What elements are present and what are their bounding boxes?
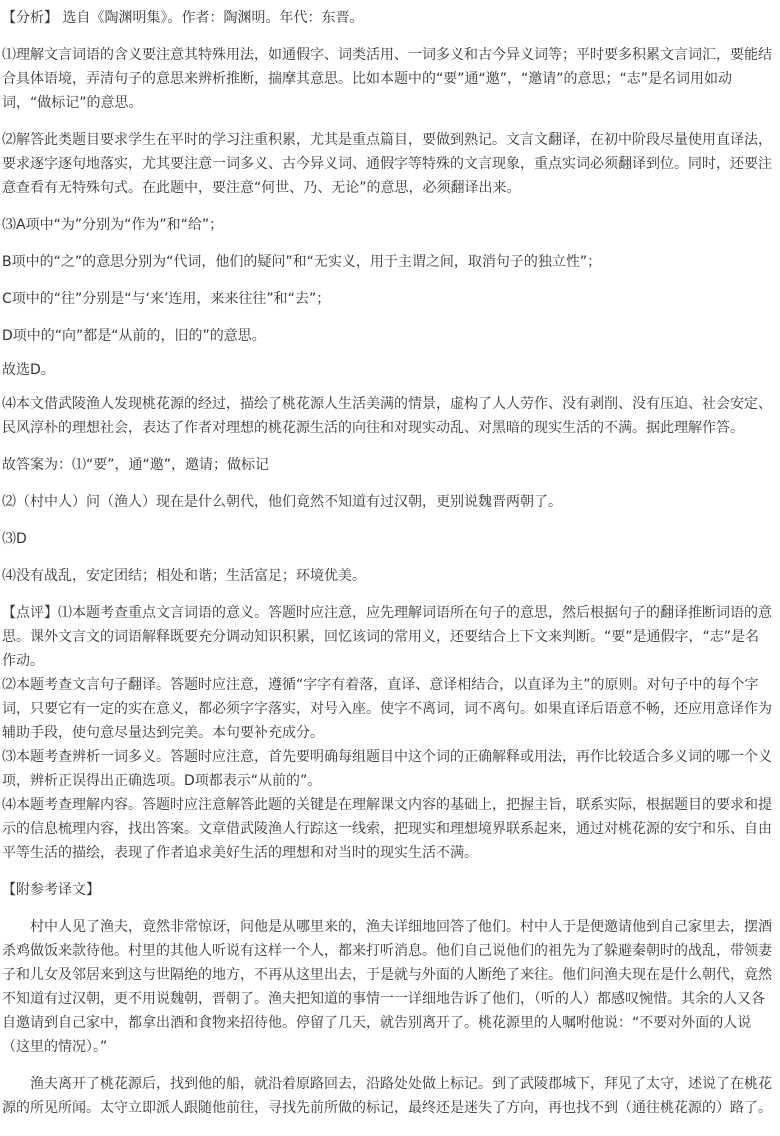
comment-2: ⑵本题考查文言句子翻译。答题时应注意，遵循“字字有着落，直译、意译相结合，以直译为主”的原则。对句子中的每个字词，只要它有一定的实在意义，都必须字字落实，对号入座。使字不离词，词不离句。如果直译后语意不畅，还应用意译作为辅助手段，使句意尽量达到完美。本句要补充成分。 (2, 677, 772, 741)
analysis-item-1: ⑴理解文言词语的含义要注意其特殊用法，如通假字、词类活用、一词多义和古今异义词等；平时要多积累文言词汇，要能结合具体语境，弄清句子的意思来辨析推断，揣摩其意思。比如本题中的“要”通“邀”，“邀请”的意思；“志”是名词用如动词，“做标记”的意思。 (2, 47, 772, 111)
comment-1: 【点评】⑴本题考查重点文言词语的意义。答题时应注意，应先理解词语所在句子的意思，然后根据句子的翻译推断词语的意思。课外文言文的词语解释既要充分调动知识积累，回忆该词的常用义，还要结合上下文来判断。“要”是通假字，“志”是名作动。 (2, 605, 772, 669)
analysis-item-3c: C项中的“往”分别是“与‘来’连用，来来往往”和“去”； (2, 291, 331, 307)
analysis-item-3e: 故选D。 (2, 362, 55, 378)
translation-header: 【附参考译文】 (2, 882, 100, 898)
analysis-item-3b: B项中的“之”的意思分别为“代词，他们的疑问”和“无实义，用于主谓之间，取消句子的独立性”； (2, 254, 602, 270)
analysis-item-2: ⑵解答此类题目要求学生在平时的学习注重积累，尤其是重点篇目，要做到熟记。文言文翻译，在初中阶段尽量使用直译法，要求逐字逐句地落实，尤其要注意一词多义、古今异义词、通假字等特殊的文言现象，重点实词必须翻译到位。同时，还要注意查看有无特殊句式。在此题中，要注意“何世、乃、无论”的意思，必须翻译出来。 (2, 132, 772, 196)
translation-paragraph-2: 渔夫离开了桃花源后，找到他的船，就沿着原路回去，沿路处处做上标记。到了武陵郡城下，拜见了太守，述说了在桃花源的所见所闻。太守立即派人跟随他前往，寻找先前所做的标记，最终还是迷失了方向，再也找不到（通往桃花源的）路了。 (2, 1076, 772, 1116)
analysis-item-3d: D项中的“向”都是“从前的，旧的”的意思。 (2, 328, 266, 344)
analysis-header: 【分析】 选自《陶渊明集》。作者：陶渊明。年代：东晋。 (2, 10, 364, 26)
analysis-item-3a: ⑶A项中“为”分别为“作为”和“给”； (2, 217, 224, 233)
comment-3: ⑶本题考查辨析一词多义。答题时应注意，首先要明确每组题目中这个词的正确解释或用法，再作比较适合多义词的哪一个义项，辨析正误得出正确选项。D项都表示“从前的”。 (2, 749, 772, 789)
comment-4: ⑷本题考查理解内容。答题时应注意解答此题的关键是在理解课文内容的基础上，把握主旨，联系实际，根据题目的要求和提示的信息梳理内容，找出答案。文章借武陵渔人行踪这一线索，把现实和理想境界联系起来，通过对桃花源的安宁和乐、自由平等生活的描绘，表现了作者追求美好生活的理想和对当时的现实生活不满。 (2, 797, 772, 861)
translation-paragraph-1: 村中人见了渔夫，竟然非常惊讶，问他是从哪里来的，渔夫详细地回答了他们。村中人于是便邀请他到自己家里去，摆酒杀鸡做饭来款待他。村里的其他人听说有这样一个人，都来打听消息。他们自己说他们的祖先为了躲避秦朝时的战乱，带领妻子和儿女及邻居来到这与世隔绝的地方，不再从这里出去，于是就与外面的人断绝了来往。他们问渔夫现在是什么朝代，竟然不知道有过汉朝，更不用说魏朝，晋朝了。渔夫把知道的事情一一详细地告诉了他们，（听的人）都感叹惋惜。其余的人又各自邀请到自己家中，都拿出酒和食物来招待他。停留了几天，就告别离开了。桃花源里的人嘱咐他说：“不要对外面的人说（这里的情况）。” (2, 919, 772, 1055)
answer-1: 故答案为：⑴“要”，通“邀”，邀请；做标记 (2, 457, 270, 473)
answer-3: ⑶D (2, 531, 27, 547)
answer-2: ⑵（村中人）问（渔人）现在是什么朝代，他们竟然不知道有过汉朝，更别说魏晋两朝了。 (2, 494, 562, 510)
answer-4: ⑷没有战乱，安定团结；相处和谐；生活富足；环境优美。 (2, 568, 366, 584)
analysis-item-4: ⑷本文借武陵渔人发现桃花源的经过，描绘了桃花源人生活美满的情景，虚构了人人劳作、没有剥削、没有压迫、社会安定、民风淳朴的理想社会，表达了作者对理想的桃花源生活的向往和对现实动乱、对黑暗的现实生活的不满。据此理解作答。 (2, 396, 772, 436)
